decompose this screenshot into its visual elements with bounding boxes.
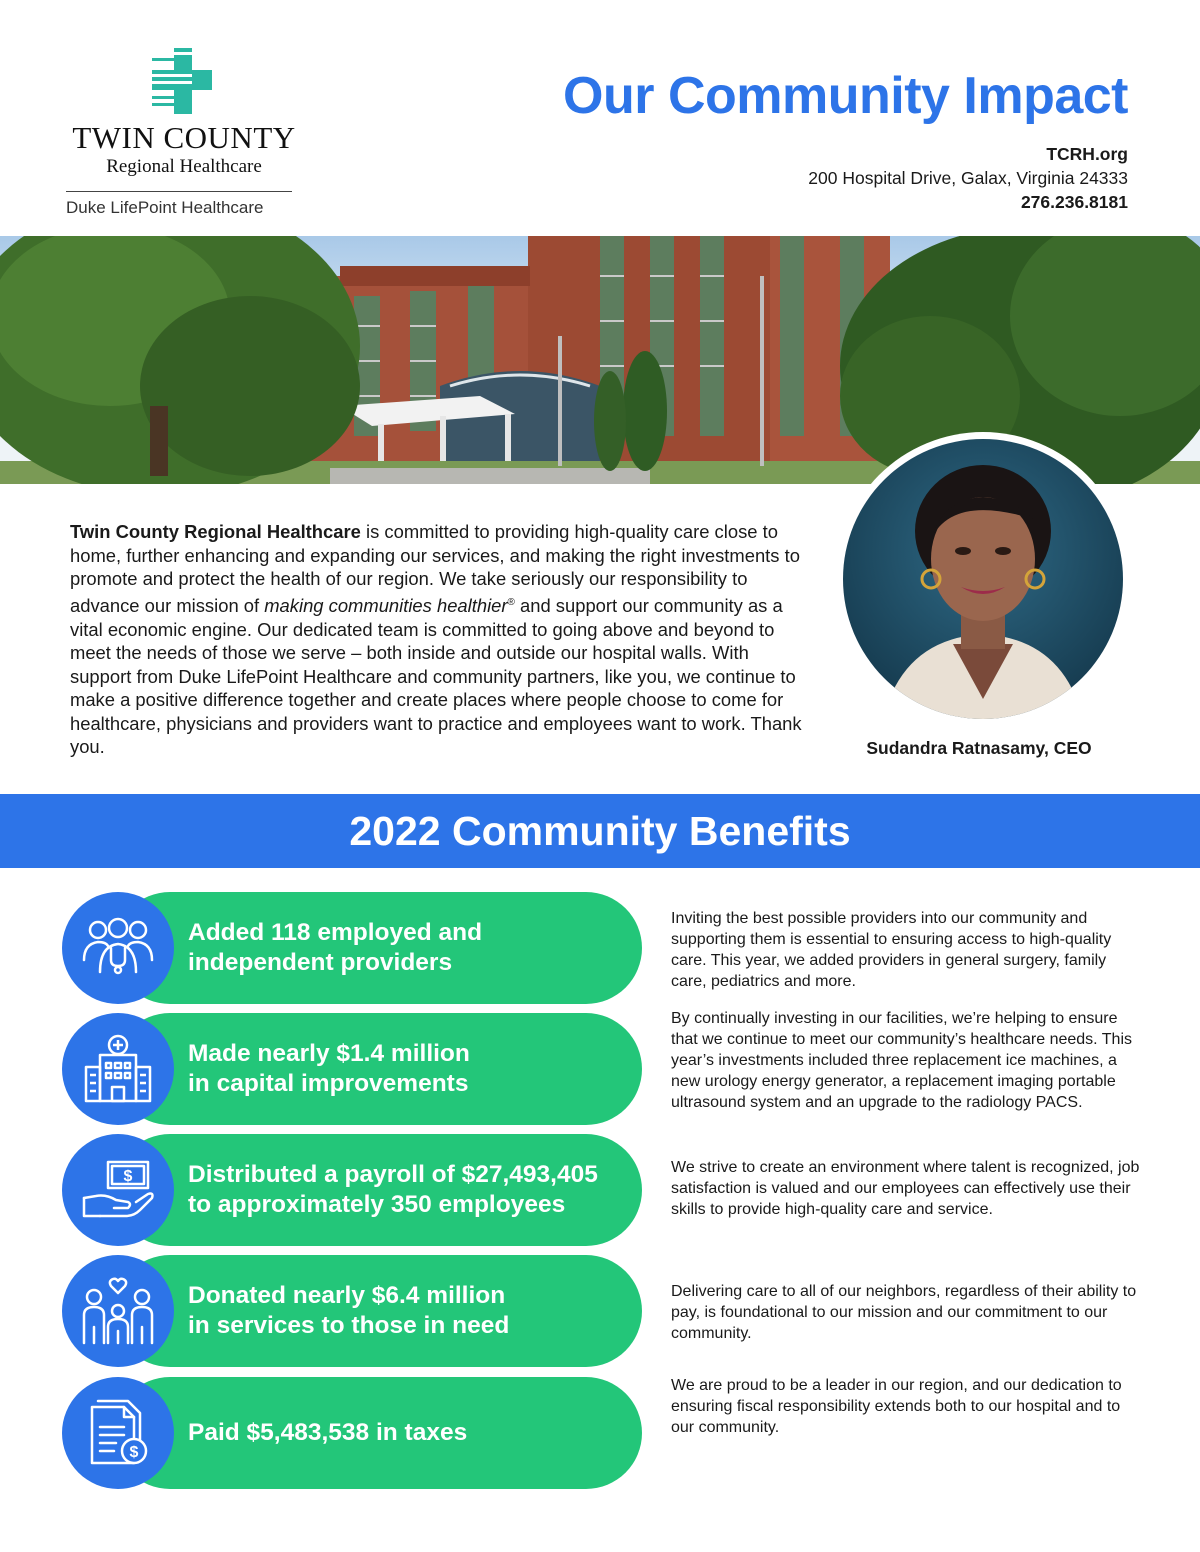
benefit-headline — [188, 1377, 628, 1489]
website-link[interactable]: TCRH.org — [1046, 144, 1128, 164]
providers-icon — [78, 908, 158, 988]
benefit-capital — [62, 1013, 642, 1125]
benefit-icon-circle — [62, 892, 174, 1004]
benefit-line-2: in services to those in need — [188, 1312, 510, 1339]
svg-text:$: $ — [129, 1444, 139, 1461]
benefit-headline — [188, 1013, 628, 1125]
benefit-line-1: Added 118 employed and — [188, 919, 483, 946]
contact-block — [808, 142, 1128, 214]
tax-document-icon — [78, 1393, 158, 1473]
page-title: Our Community Impact — [563, 67, 1128, 125]
logo-parent-company: Duke LifePoint Healthcare — [66, 198, 264, 217]
benefit-description: We are proud to be a leader in our region, and our dedication to ensuring fiscal responsibility extends both to our hospital and to our community. — [671, 1377, 1122, 1436]
benefit-line-2: to approximately 350 employees — [188, 1191, 566, 1218]
benefit-icon-circle — [62, 1134, 174, 1246]
registered-mark: ® — [507, 596, 515, 608]
hand-money-icon — [78, 1150, 158, 1230]
benefit-icon-circle — [62, 1255, 174, 1367]
ceo-caption: Sudandra Ratnasamy, CEO — [866, 738, 1092, 758]
benefit-headline — [188, 1134, 628, 1246]
benefit-line-2: in capital improvements — [188, 1070, 469, 1097]
ceo-portrait — [836, 432, 1130, 726]
benefit-icon-circle — [62, 1013, 174, 1125]
benefit-description: Inviting the best possible providers into our community and supporting them is essential to ensuring access to high-quality care. This year, we added providers in general surgery, family care, pediatrics and more. — [671, 910, 1112, 990]
benefit-icon-circle — [62, 1377, 174, 1489]
address: 200 Hospital Drive, Galax, Virginia 24333 — [808, 168, 1128, 188]
organization-logo — [66, 48, 302, 226]
benefit-providers — [62, 892, 642, 1004]
intro-paragraph — [70, 520, 806, 759]
svg-text:$: $ — [123, 1168, 133, 1185]
hospital-building-icon — [78, 1029, 158, 1109]
benefit-description: Delivering care to all of our neighbors, regardless of their ability to pay, is foundational to our mission and our commitment to our community. — [671, 1283, 1137, 1342]
benefit-line-1: Made nearly $1.4 million — [188, 1040, 470, 1067]
intro-text-b: and support our community as a vital economic engine. Our dedicated team is committed to going above and beyond to meet the needs of those we serve – both inside and outside our hospital walls. With support from Duke LifePoint Healthcare and community partners, like you, we continue to make a positive difference together and create places where people choose to come for healthcare, physicians and providers want to practice and employees want to work. Thank you. — [70, 594, 802, 758]
benefit-line-1: Paid $5,483,538 in taxes — [188, 1419, 468, 1446]
family-heart-icon — [78, 1271, 158, 1351]
benefit-payroll — [62, 1134, 642, 1246]
benefit-line-2: independent providers — [188, 949, 453, 976]
intro-org-name: Twin County Regional Healthcare — [70, 521, 361, 542]
logo-divider — [66, 191, 292, 192]
intro-mission: making communities healthier — [264, 594, 508, 616]
benefits-title: 2022 Community Benefits — [349, 808, 851, 854]
benefit-headline — [188, 1255, 628, 1367]
logo-name: TWIN COUNTY — [72, 120, 296, 155]
cross-logo-icon — [152, 48, 212, 114]
benefit-donations — [62, 1255, 642, 1367]
intro-text-a: is committed to providing high-quality care close to home, further enhancing and expanding our services, and making the right investments to promote and protect the health of our region. We take seriously our responsibility to advance our mission of — [70, 521, 800, 616]
benefit-line-1: Distributed a payroll of $27,493,405 — [188, 1161, 598, 1188]
logo-subtitle: Regional Healthcare — [106, 156, 262, 177]
benefit-line-1: Donated nearly $6.4 million — [188, 1282, 506, 1309]
benefit-description: We strive to create an environment where talent is recognized, job satisfaction is valued and our employees can effectively use their skills to provide high-quality care and service. — [671, 1159, 1140, 1218]
ceo-photo-image — [843, 439, 1123, 719]
benefit-taxes — [62, 1377, 642, 1489]
benefit-headline — [188, 892, 628, 1004]
phone-number: 276.236.8181 — [1020, 192, 1128, 212]
benefit-description: By continually investing in our facilities, we’re helping to ensure that we continue to meet our community’s healthcare needs. This year’s investments included three replacement ice machines, a new urology energy generator, a replacement imaging portable ultrasound system and an upgrade to the radiology PACS. — [671, 1010, 1132, 1111]
